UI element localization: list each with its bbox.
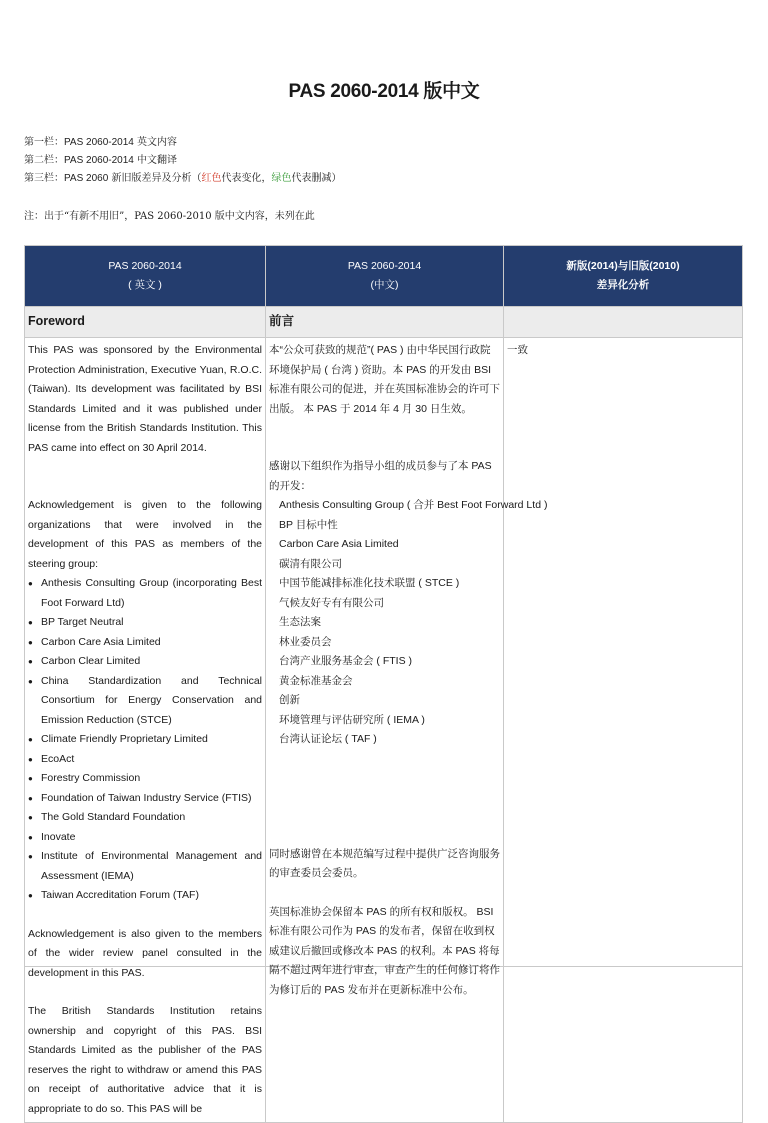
- list-item: 台湾产业服务基金会 ( FTIS ): [279, 655, 412, 667]
- intro-line-3-mid2: 代表变化，: [221, 173, 272, 184]
- header-analysis-line2: 差异化分析: [596, 279, 650, 291]
- list-item: Anthesis Consulting Group ( 合并 Best Foot Forward Ltd ): [279, 499, 548, 511]
- intro-line-2-prefix: 第二栏：: [24, 155, 64, 166]
- header-english-line2: ( 英文 ): [128, 279, 162, 291]
- sponsor-paragraph-zh: 本“公众可获致的规范”( PAS ) 由中华民国行政院环境保护局 ( 台湾 ) 资助。本 PAS 的开发由 BSI 标准有限公司的促进，并在英国标准协会的许可下出版。 本 PAS 于 2014 年 4 月 30 日生效。: [269, 344, 500, 415]
- header-chinese-line1: PAS 2060-2014: [347, 259, 422, 272]
- list-item: BP 目标中性: [279, 518, 338, 531]
- intro-line-3-code: PAS 2060: [64, 173, 109, 184]
- intro-line-1-code: PAS 2060-2014: [64, 137, 134, 148]
- list-item: 气候友好专有有限公司: [279, 596, 384, 609]
- ack-intro-zh: 感谢以下组织作为指导小组的成员参与了本 PAS 的开发：: [269, 460, 492, 492]
- header-analysis: [504, 246, 743, 307]
- section-analysis: [504, 307, 743, 338]
- list-item: Carbon Care Asia Limited: [279, 538, 399, 550]
- list-item: ● Forestry Commission: [28, 769, 262, 789]
- table-header-row: [25, 246, 743, 307]
- wider-panel-zh: 同时感谢曾在本规范编写过程中提供广泛咨询服务的审查委员会委员。: [269, 847, 500, 879]
- list-item: ● The Gold Standard Foundation: [28, 808, 262, 828]
- intro-line-1-prefix: 第一栏：: [24, 137, 64, 148]
- section-title-zh: 前言: [266, 307, 504, 338]
- green-legend-text: 绿色: [271, 173, 292, 184]
- org-list-zh: [269, 496, 548, 750]
- red-legend-text: 红色: [201, 173, 222, 184]
- english-cell: [25, 338, 266, 1123]
- list-item: 创新: [279, 694, 300, 706]
- table-viewport: [24, 245, 743, 1115]
- intro-line-2-suffix: 中文翻译: [133, 155, 178, 166]
- list-item: 林业委员会: [279, 635, 332, 648]
- list-item: ● Climate Friendly Proprietary Limited: [28, 730, 262, 750]
- list-item: ● Anthesis Consulting Group (incorporating Best Foot Forward Ltd): [28, 574, 262, 613]
- wider-panel-en: Acknowledgement is also given to the members of the wider review panel consulted in the development in this PAS.: [28, 927, 262, 979]
- list-item: ● Carbon Care Asia Limited: [28, 633, 262, 653]
- intro-line-3-mid: 新旧版差异及分析（: [108, 173, 202, 184]
- list-item: 黄金标准基金会: [279, 674, 353, 687]
- list-item: ● Carbon Clear Limited: [28, 652, 262, 672]
- table-row: [25, 338, 743, 1123]
- header-chinese: [266, 246, 504, 307]
- list-item: ● Taiwan Accreditation Forum (TAF): [28, 886, 262, 906]
- header-chinese-line2: (中文): [370, 279, 399, 291]
- list-item: 碳清有限公司: [279, 557, 342, 570]
- list-item: 环境管理与评估研究所 ( IEMA ): [279, 713, 425, 726]
- ownership-zh: 英国标准协会保留本 PAS 的所有权和版权。 BSI 标准有限公司作为 PAS 的发布者，保留在收到权威建议后撤回或修改本 PAS 的权利。本 PAS 将每隔不超过两年进行审查，审查产生的任何修订将作为修订后的 PAS 发布并在更新标准中公布。: [269, 905, 500, 996]
- list-item: ● China Standardization and Technical Consortium for Energy Conservation and Emission Reduction (STCE): [28, 672, 262, 731]
- analysis-text: 一致: [507, 344, 528, 356]
- list-item: ● Inovate: [28, 828, 262, 848]
- intro-block: [24, 134, 341, 188]
- ownership-en: The British Standards Institution retains ownership and copyright of this PAS. BSI Standards Limited as the publisher of the PAS reserves the right to withdraw or amend this PAS on receipt of authoritative advice that it is appropriate to do so. This PAS will be: [28, 1005, 262, 1115]
- intro-line-3-end: 代表删减）: [291, 173, 342, 184]
- section-title-en: Foreword: [25, 307, 266, 338]
- list-item: 中国节能减排标准化技术联盟 ( STCE ): [279, 577, 460, 589]
- list-item: ● BP Target Neutral: [28, 613, 262, 633]
- header-english: [25, 246, 266, 307]
- intro-line-2-code: PAS 2060-2014: [64, 155, 134, 166]
- intro-line-1-suffix: 英文内容: [133, 137, 178, 148]
- header-analysis-line1: 新版(2014)与旧版(2010): [566, 259, 680, 272]
- sponsor-paragraph-en: This PAS was sponsored by the Environmental Protection Administration, Executive Yuan, R.O.C. (Taiwan). Its development was facilitated by BSI Standards Limited and it was published under license from the British Standards Institution. This PAS came into effect on 30 April 2014.: [28, 344, 262, 454]
- ack-intro-en: Acknowledgement is given to the following organizations that were involved in the development of this PAS as members of the steering group:: [28, 499, 262, 570]
- intro-line-3-prefix: 第三栏：: [24, 173, 64, 184]
- analysis-cell: [504, 338, 743, 1123]
- org-list-en: [28, 574, 262, 906]
- list-item: ● Foundation of Taiwan Industry Service (FTIS): [28, 789, 262, 809]
- section-row: [25, 307, 743, 338]
- intro-line-1: [24, 134, 341, 152]
- page-title: PAS 2060-2014 版中文: [288, 81, 480, 102]
- note-text: 注：出于“有新不用旧”，PAS 2060-2010 版中文内容，未列在此: [24, 211, 315, 222]
- list-item: ● Institute of Environmental Management and Assessment (IEMA): [28, 847, 262, 886]
- list-item: 生态法案: [279, 616, 321, 628]
- header-english-line1: PAS 2060-2014: [108, 259, 182, 272]
- list-item: 台湾认证论坛 ( TAF ): [279, 733, 377, 745]
- intro-line-2: [24, 152, 341, 170]
- comparison-table: [24, 245, 743, 1123]
- intro-line-3: [24, 170, 341, 188]
- list-item: ● EcoAct: [28, 750, 262, 770]
